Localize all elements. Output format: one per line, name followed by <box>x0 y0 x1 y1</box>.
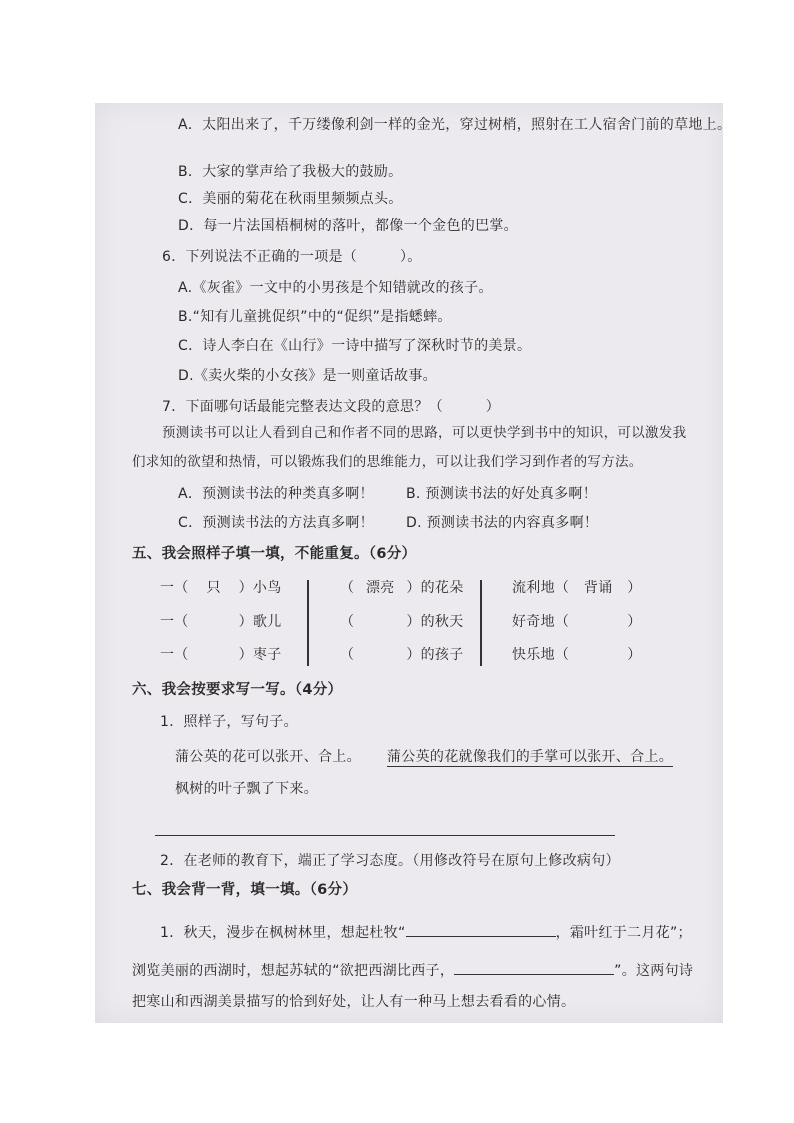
q7-passage-line1: 预测读书可以让人看到自己和作者不同的思路，可以更快学到书中的知识，可以激发我 <box>162 425 687 441</box>
q6-stem: 6．下列说法不正确的一项是（ ）。 <box>162 249 422 265</box>
s6-example-right-wrap <box>387 748 673 766</box>
section7-heading: 七、我会背一背，填一填。（6分） <box>132 882 358 898</box>
s7-line1: 1．秋天，漫步在枫树林里，想起杜牧“ ，霜叶红于二月花”； <box>160 922 692 942</box>
s5-col3-row1: 流利地（ 背诵 ） <box>512 580 642 596</box>
s6-task: 枫树的叶子飘了下来。 <box>175 781 318 797</box>
q5-option-b: B．大家的掌声给了我极大的鼓励。 <box>178 164 403 180</box>
s6-answer-line[interactable] <box>155 835 615 836</box>
s5-divider-1 <box>307 580 309 666</box>
s5-col1-row2[interactable]: 一（ ）歌儿 <box>160 614 282 630</box>
s5-divider-2 <box>480 580 482 666</box>
s5-col2-row2[interactable]: （ ）的秋天 <box>340 614 464 630</box>
q7-option-a: A．预测读书法的种类真多啊！ <box>178 486 374 502</box>
q6-option-b: B.“知有儿童挑促织”中的“促织”是指蟋蟀。 <box>178 309 452 325</box>
q7-option-d: D. 预测读书法的内容真多啊！ <box>406 515 599 531</box>
s5-col1-row1-answer: 只 <box>206 580 221 596</box>
s5-col1-row1: 一（ 只 ）小鸟 <box>160 580 282 596</box>
q6-option-c: C．诗人李白在《山行》一诗中描写了深秋时节的美景。 <box>178 338 532 354</box>
s5-col2-row1: （ 漂亮 ）的花朵 <box>340 580 464 596</box>
s5-col3-row2[interactable]: 好奇地（ ） <box>512 614 642 630</box>
s7-blank-1[interactable] <box>406 922 556 937</box>
section6-heading: 六、我会按要求写一写。（4分） <box>132 682 343 698</box>
q6-option-d: D.《卖火柴的小女孩》是一则童话故事。 <box>178 368 437 384</box>
q5-option-c: C．美丽的菊花在秋雨里频频点头。 <box>178 191 403 207</box>
s5-col1-row3[interactable]: 一（ ）枣子 <box>160 647 282 663</box>
s5-col2-row1-answer: 漂亮 <box>366 580 395 596</box>
s5-col3-row1-answer: 背诵 <box>583 580 613 596</box>
s5-col3-row3[interactable]: 快乐地（ ） <box>512 647 642 663</box>
s6-q1: 1．照样子，写句子。 <box>160 714 298 730</box>
q7-stem: 7．下面哪句话最能完整表达文段的意思？（ ） <box>162 399 501 415</box>
s7-line2: 浏览美丽的西湖时，想起苏轼的“欲把西湖比西子， ”。这两句诗 <box>132 960 693 980</box>
q7-option-c: C．预测读书法的方法真多啊！ <box>178 515 374 531</box>
s6-example-right: 蒲公英的花就像我们的手掌可以张开、合上。 <box>387 749 673 765</box>
section5-heading: 五、我会照样子填一填，不能重复。（6分） <box>132 546 417 562</box>
s5-col2-row3[interactable]: （ ）的孩子 <box>340 647 464 663</box>
s7-line3: 把寒山和西湖美景描写的恰到好处，让人有一种马上想去看看的心情。 <box>132 994 576 1010</box>
s6-q2: 2．在老师的教育下，端正了学习态度。（用修改符号在原句上修改病句） <box>160 853 620 869</box>
q5-option-d: D．每一片法国梧桐树的落叶，都像一个金色的巴掌。 <box>178 218 518 234</box>
s7-blank-2[interactable] <box>454 960 614 975</box>
q6-option-a: A.《灰雀》一文中的小男孩是个知错就改的孩子。 <box>178 280 493 296</box>
q7-passage-line2: 们求知的欲望和热情，可以锻炼我们的思维能力，可以让我们学习到作者的写方法。 <box>132 454 643 470</box>
q5-option-a: A．太阳出来了，千万缕像利剑一样的金光，穿过树梢，照射在工人宿舍门前的草地上。 <box>178 117 732 133</box>
q7-option-b: B. 预测读书法的好处真多啊！ <box>406 486 598 502</box>
s6-example-left: 蒲公英的花可以张开、合上。 <box>175 749 361 765</box>
